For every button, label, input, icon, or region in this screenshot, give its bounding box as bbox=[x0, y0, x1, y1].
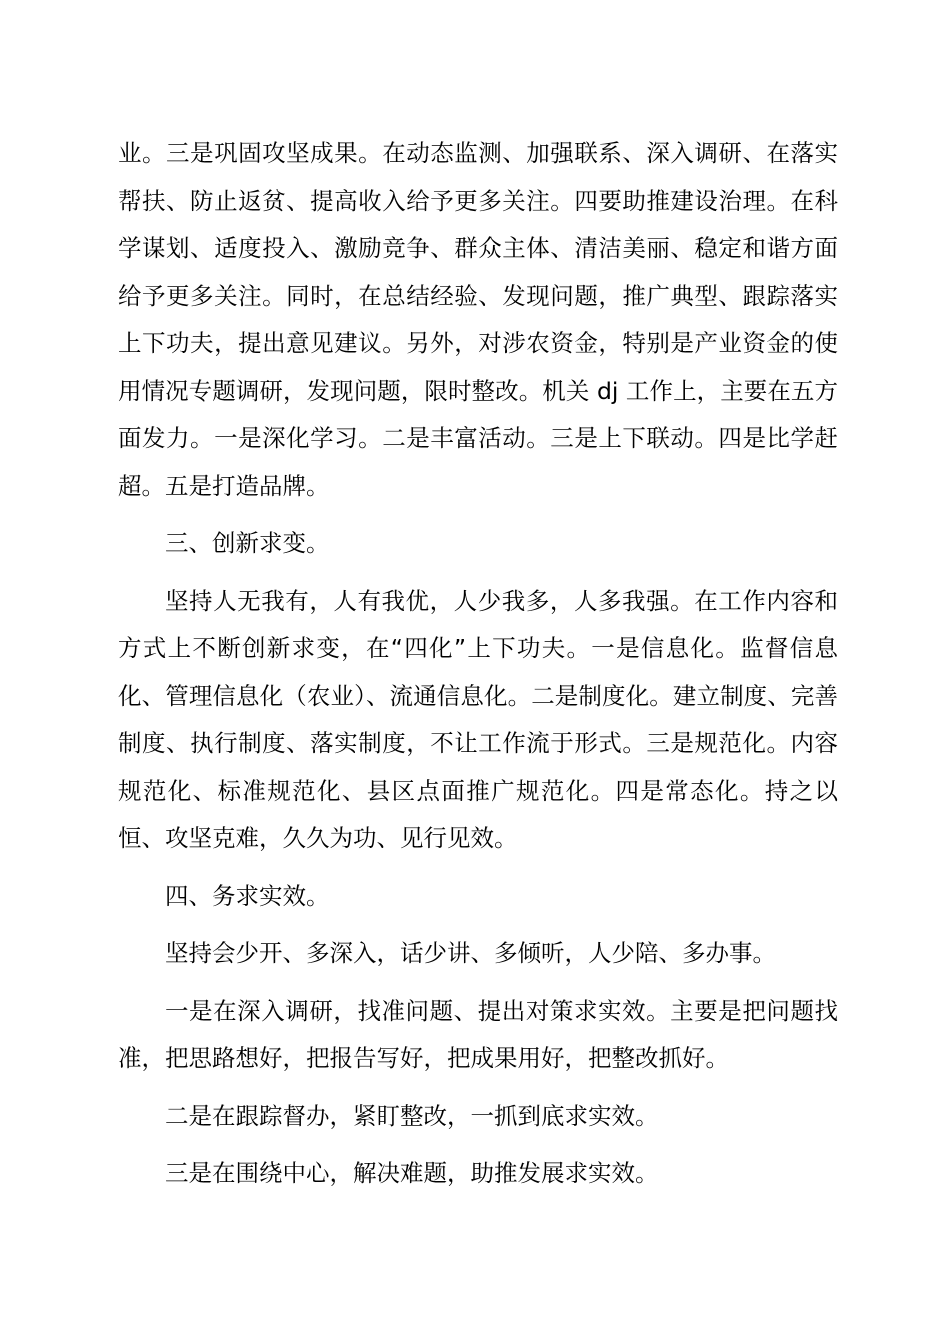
paragraph-continued: 业。三是巩固攻坚成果。在动态监测、加强联系、深入调研、在落实帮扶、防止返贫、提高收入给予更多关注。四要助推建设治理。在科学谋划、适度投入、激励竞争、群众主体、清洁美丽、稳定和谐方面给予更多关注。同时，在总结经验、发现问题，推广典型、跟踪落实上下功夫，提出意见建议。另外，对涉农资金，特别是产业资金的使用情况专题调研，发现问题，限时整改。机关 dj 工作上，主要在五方面发力。一是深化学习。二是丰富活动。三是上下联动。四是比学赶超。五是打造品牌。 bbox=[118, 139, 838, 500]
paragraph-principle: 坚持会少开、多深入，话少讲、多倾听，人少陪、多办事。 bbox=[165, 939, 776, 967]
section-heading-3: 三、创新求变。 bbox=[165, 529, 330, 557]
paragraph-point-1: 一是在深入调研，找准问题、提出对策求实效。主要是把问题找准，把思路想好，把报告写好，把成果用好，把整改抓好。 bbox=[118, 996, 838, 1072]
paragraph-point-2: 二是在跟踪督办，紧盯整改，一抓到底求实效。 bbox=[165, 1101, 659, 1130]
section-heading-4: 四、务求实效。 bbox=[165, 881, 330, 910]
paragraph-point-3: 三是在围绕中心，解决难题，助推发展求实效。 bbox=[165, 1159, 659, 1187]
paragraph-section-3: 坚持人无我有，人有我优，人少我多，人多我强。在工作内容和方式上不断创新求变，在“四化”上下功夫。一是信息化。监督信息化、管理信息化（农业）、流通信息化。二是制度化。建立制度、完善制度、执行制度、落实制度，不让工作流于形式。三是规范化。内容规范化、标准规范化、县区点面推广规范化。四是常态化。持之以恒、攻坚克难，久久为功、见行见效。 bbox=[118, 586, 838, 852]
document-body bbox=[118, 130, 838, 1198]
